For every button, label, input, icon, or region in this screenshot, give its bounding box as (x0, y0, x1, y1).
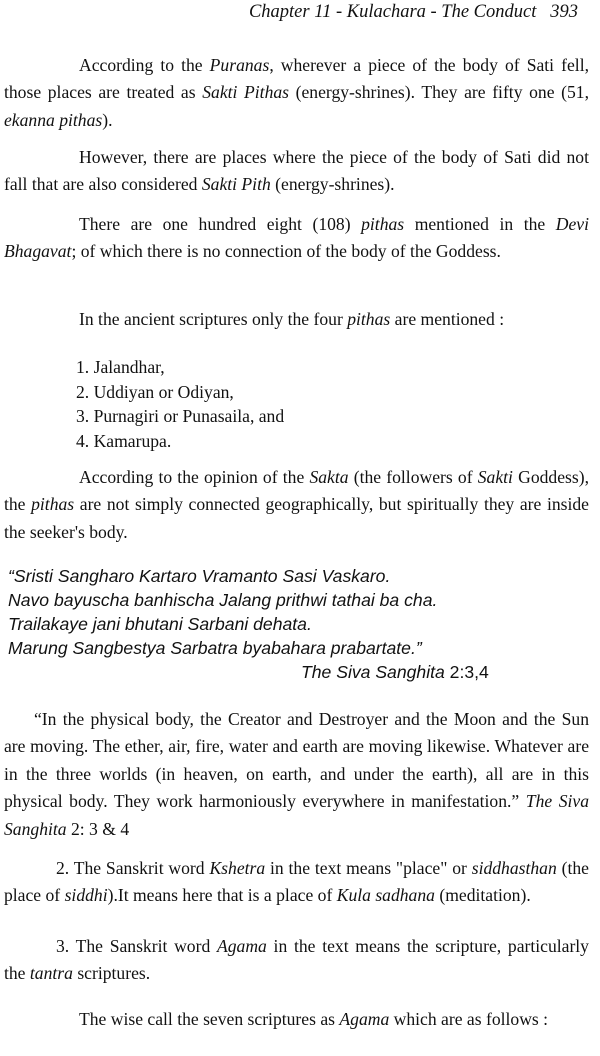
verse-line: Trailakaye jani bhutani Sarbani dehata. (8, 614, 312, 634)
paragraph-devi-bhagavat: There are one hundred eight (108) pithas mentioned in the Devi Bhagavat; of which there is no connection of the body of the Goddess. (4, 214, 589, 262)
page-number: 393 (550, 2, 578, 22)
paragraph-sakti-pithas: According to the Puranas, wherever a piece of the body of Sati fell, those places are treated as Sakti Pithas (energy-shrines). They are fifty one (51, ekanna pithas). (4, 55, 589, 130)
pithas-list (76, 355, 284, 453)
paragraph-agama: 3. The Sanskrit word Agama in the text means the scripture, particularly the tantra scriptures. (4, 936, 589, 984)
running-header (249, 2, 578, 23)
verse-line: “Sristi Sangharo Kartaro Vramanto Sasi Vaskaro. (8, 566, 391, 586)
paragraph-seven-scriptures: The wise call the seven scriptures as Agama which are as follows : (79, 1009, 549, 1029)
paragraph-kshetra: 2. The Sanskrit word Kshetra in the text means "place" or siddhasthan (the place of siddhi).It means here that is a place of Kula sadhana (meditation). (4, 858, 589, 906)
chapter-title: Chapter 11 - Kulachara - The Conduct (248, 2, 537, 22)
paragraph-four-pithas: In the ancient scriptures only the four pithas are mentioned : (79, 309, 505, 329)
verse-line: Navo bayuscha banhischa Jalang prithwi tathai ba cha. (8, 590, 438, 610)
list-item: 2. Uddiyan or Odiyan, (76, 381, 234, 402)
sanskrit-verse (8, 564, 437, 660)
paragraph-sakti-pith: However, there are places where the piece of the body of Sati did not fall that are also considered Sakti Pith (energy-shrines). (4, 147, 589, 195)
verse-citation: The Siva Sanghita 2:3,4 (301, 662, 489, 682)
verse-line: Marung Sangbestya Sarbatra byabahara prabartate.” (8, 638, 422, 658)
list-item: 1. Jalandhar, (76, 357, 165, 377)
list-item: 3. Purnagiri or Punasaila, and (76, 406, 285, 426)
list-item: 4. Kamarupa. (76, 430, 172, 451)
paragraph-verse-translation: “In the physical body, the Creator and Destroyer and the Moon and the Sun are moving. The ether, air, fire, water and earth are moving likewise. Whatever are in the three worlds (in heaven, on earth, and under the earth), all are in this physical body. They work harmoniously everywhere in manifestation.” The Siva Sanghita 2: 3 & 4 (4, 709, 589, 839)
paragraph-sakta-opinion: According to the opinion of the Sakta (the followers of Sakti Goddess), the pithas are not simply connected geographically, but spiritually they are inside the seeker's body. (4, 467, 589, 542)
